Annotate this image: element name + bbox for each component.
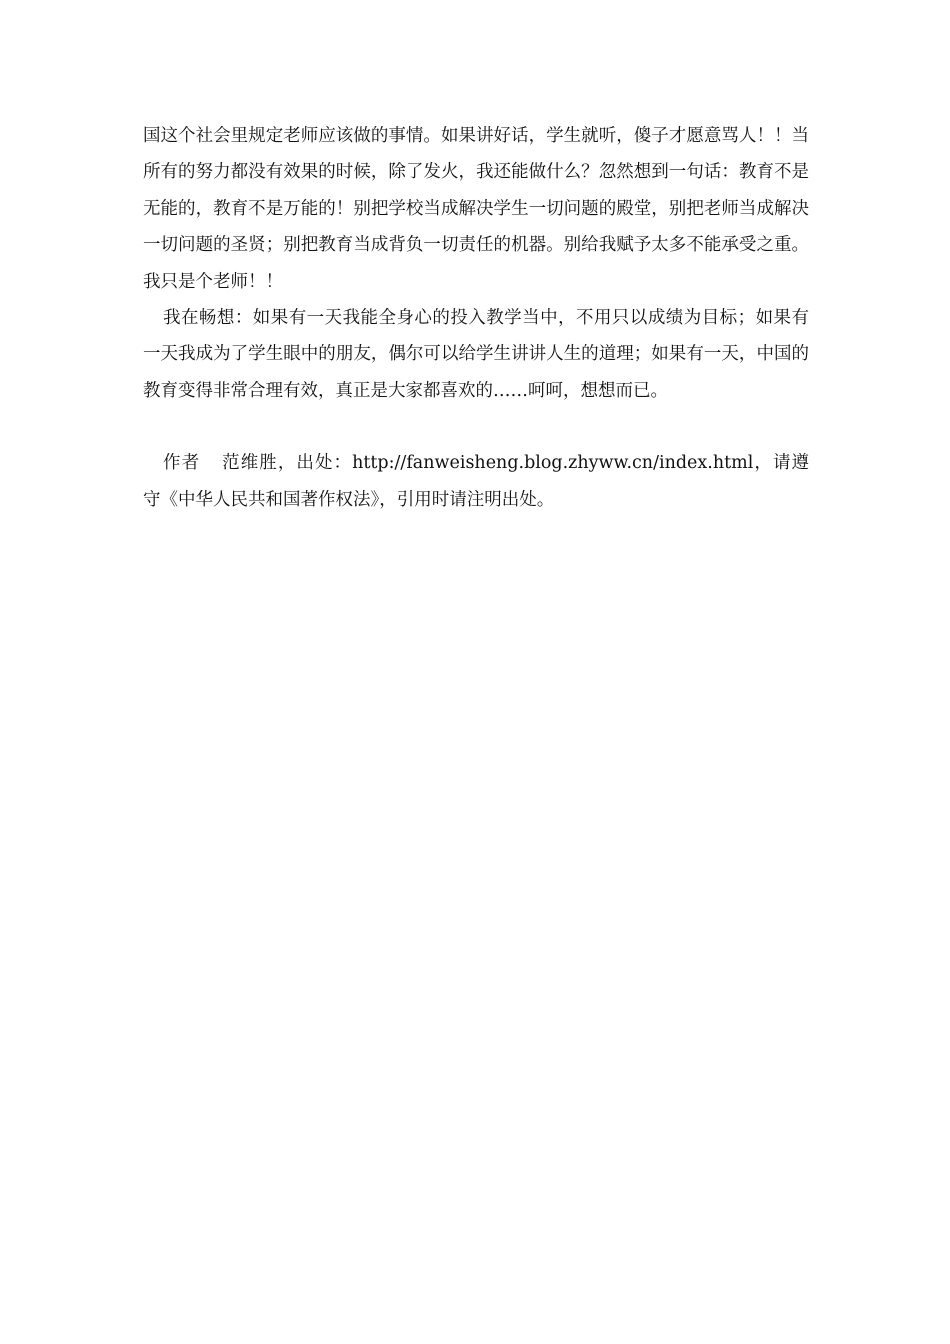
- paragraph-2: 我在畅想：如果有一天我能全身心的投入教学当中，不用只以成绩为目标；如果有一天我成为了学生眼中的朋友，偶尔可以给学生讲讲人生的道理；如果有一天，中国的教育变得非常合理有效，真正是大家都喜欢的……呵呵，想想而已。: [143, 308, 809, 401]
- paragraph-spacer: [143, 409, 809, 445]
- author-notice: [143, 445, 809, 518]
- author-label: 作者: [163, 453, 201, 474]
- document-body: [143, 118, 809, 518]
- author-name: 范维胜: [222, 453, 278, 474]
- paragraph-1: 国这个社会里规定老师应该做的事情。如果讲好话，学生就听，傻子才愿意骂人！！当所有的努力都没有效果的时候，除了发火，我还能做什么？忽然想到一句话：教育不是无能的，教育不是万能的！别把学校当成解决学生一切问题的殿堂，别把老师当成解决一切问题的圣贤；别把教育当成背负一切责任的机器。别给我赋予太多不能承受之重。我只是个老师！！: [143, 126, 809, 292]
- source-notice: ，出处：http://fanweisheng.blog.zhyww.cn/index.html，请遵守《中华人民共和国著作权法》，引用时请注明出处。: [143, 453, 810, 510]
